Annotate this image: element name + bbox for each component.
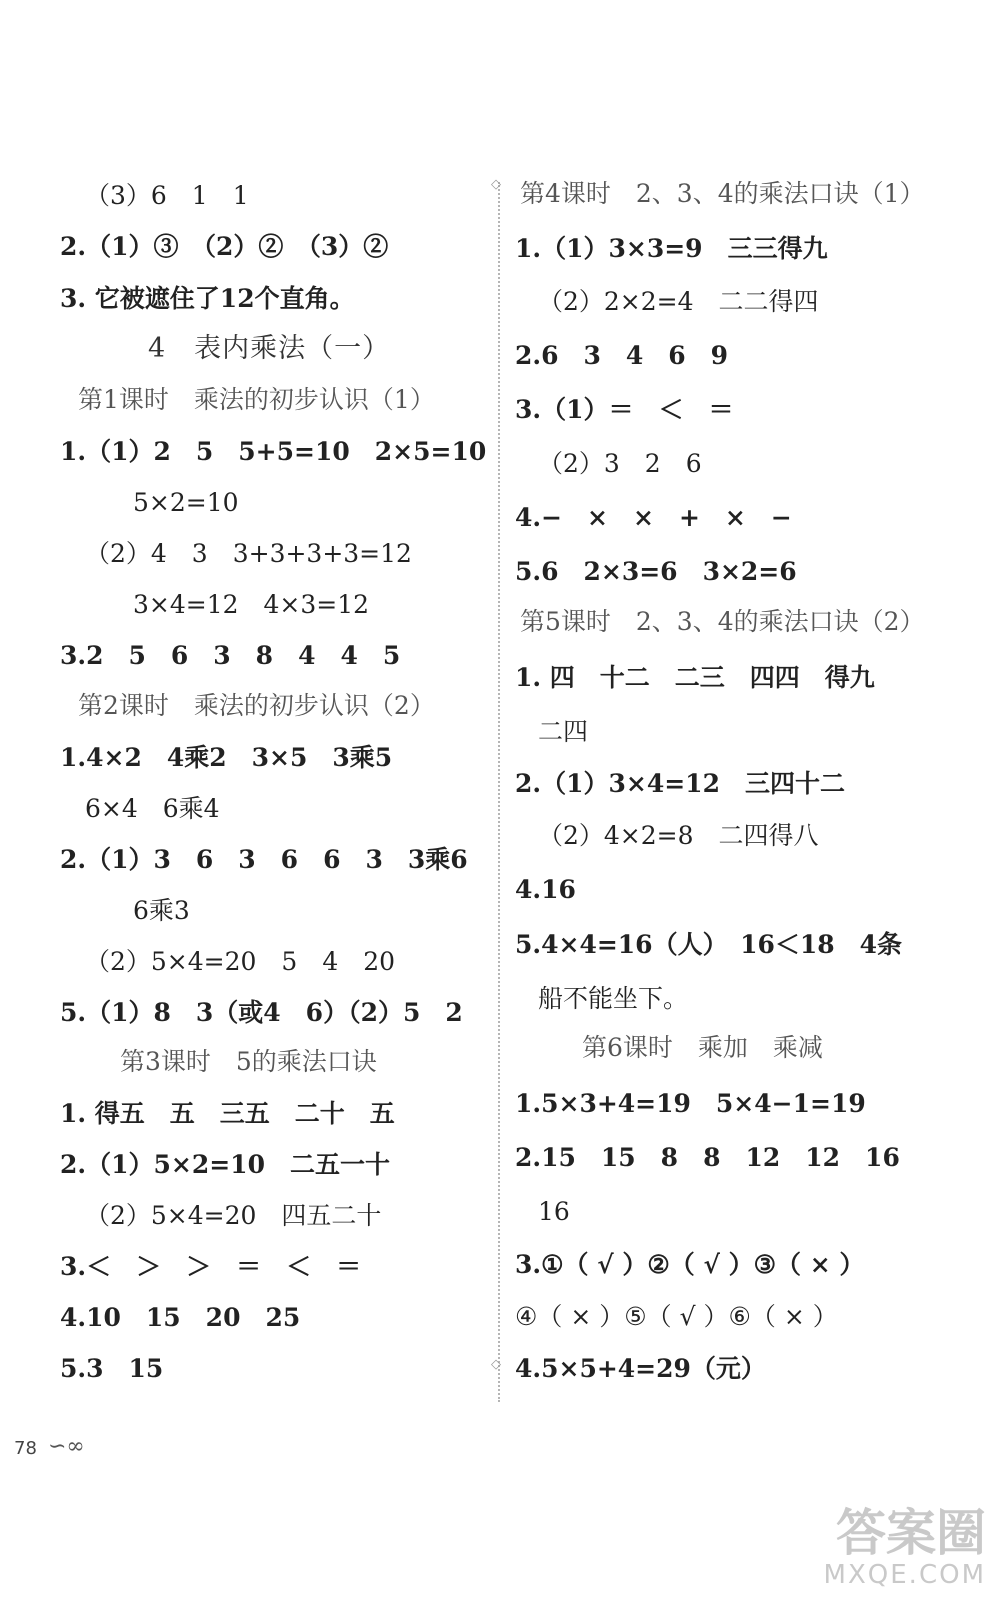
answer-line: （2）5×4=20 四五二十 bbox=[85, 1201, 382, 1230]
answer-line: 2.（1）5×2=10 二五一十 bbox=[60, 1150, 390, 1179]
column-divider bbox=[498, 182, 500, 1402]
answer-line: 2.15 15 8 8 12 12 16 bbox=[515, 1143, 900, 1172]
answer-line: （2）5×4=20 5 4 20 bbox=[85, 947, 396, 976]
lesson-heading: 第1课时 乘法的初步认识（1） bbox=[78, 385, 435, 414]
answer-line: 6×4 6乘4 bbox=[85, 794, 220, 823]
page-number: 78 bbox=[14, 1438, 37, 1459]
lesson-heading: 第6课时 乘加 乘减 bbox=[582, 1033, 823, 1062]
answer-line: （2）2×2=4 二二得四 bbox=[538, 287, 819, 316]
answer-line: 4.5×5+4=29（元） bbox=[515, 1354, 766, 1383]
lesson-heading: 第3课时 5的乘法口诀 bbox=[120, 1047, 377, 1076]
watermark bbox=[824, 1506, 986, 1590]
answer-line: 1.5×3+4=19 5×4−1=19 bbox=[515, 1089, 866, 1118]
divider-ornament-icon: ◇ bbox=[491, 1357, 501, 1372]
answer-line: 3.①（ √ ）②（ √ ）③（ × ） bbox=[515, 1250, 865, 1279]
answer-line: 5.6 2×3=6 3×2=6 bbox=[515, 557, 797, 586]
answer-line: 3. 它被遮住了12个直角。 bbox=[60, 284, 355, 313]
answer-line: 1.4×2 4乘2 3×5 3乘5 bbox=[60, 743, 393, 772]
answer-line: 6乘3 bbox=[133, 896, 190, 925]
answer-line: 1. 得五 五 三五 二十 五 bbox=[60, 1099, 395, 1128]
cloud-swirl-icon: ∽∞ bbox=[48, 1434, 85, 1459]
answer-line: 1. 四 十二 二三 四四 得九 bbox=[515, 663, 875, 692]
answer-line: （2）4×2=8 二四得八 bbox=[538, 821, 819, 850]
answer-line: 2.（1）3 6 3 6 6 3 3乘6 bbox=[60, 845, 468, 874]
watermark-logo: 答案圈 bbox=[836, 1504, 986, 1562]
answer-line: 3.＜ ＞ ＞ ＝ ＜ ＝ bbox=[60, 1252, 362, 1281]
answer-line: 2.（1）3×4=12 三四十二 bbox=[515, 769, 845, 798]
answer-line: 1.（1）2 5 5+5=10 2×5=10 bbox=[60, 437, 487, 466]
answer-line: 2.6 3 4 6 9 bbox=[515, 341, 729, 370]
answer-line: （2）4 3 3+3+3+3=12 bbox=[85, 539, 412, 568]
answer-line: 船不能坐下。 bbox=[538, 984, 689, 1013]
answer-line: 5×2=10 bbox=[133, 488, 239, 517]
answer-line: 1.（1）3×3=9 三三得九 bbox=[515, 234, 828, 263]
watermark-url: MXQE.COM bbox=[823, 1560, 986, 1590]
answer-line: （2）3 2 6 bbox=[538, 449, 702, 478]
divider-ornament-icon: ◇ bbox=[491, 177, 501, 192]
lesson-heading: 第5课时 2、3、4的乘法口诀（2） bbox=[520, 607, 925, 636]
lesson-heading: 第2课时 乘法的初步认识（2） bbox=[78, 691, 435, 720]
answer-line: 5.3 15 bbox=[60, 1354, 164, 1383]
answer-line: 4.10 15 20 25 bbox=[60, 1303, 301, 1332]
answer-line: 16 bbox=[538, 1197, 570, 1226]
answer-line: （3）6 1 1 bbox=[85, 181, 249, 210]
answer-line: 5.4×4=16（人） 16＜18 4条 bbox=[515, 930, 903, 959]
answer-line: 二四 bbox=[538, 717, 589, 746]
answer-line: 3.（1）＝ ＜ ＝ bbox=[515, 395, 734, 424]
answer-line: 3.2 5 6 3 8 4 4 5 bbox=[60, 641, 401, 670]
answer-line: 2.（1）③ （2）② （3）② bbox=[60, 232, 389, 261]
answer-line: 5.（1）8 3（或4 6）（2）5 2 bbox=[60, 998, 463, 1027]
answer-line: 4.− × × + × − bbox=[515, 503, 792, 532]
answer-line: 4.16 bbox=[515, 875, 576, 904]
answer-line: 3×4=12 4×3=12 bbox=[133, 590, 370, 619]
answer-line: ④（ × ）⑤（ √ ）⑥（ × ） bbox=[515, 1302, 838, 1331]
chapter-heading: 4 表内乘法（一） bbox=[148, 333, 391, 364]
lesson-heading: 第4课时 2、3、4的乘法口诀（1） bbox=[520, 179, 925, 208]
